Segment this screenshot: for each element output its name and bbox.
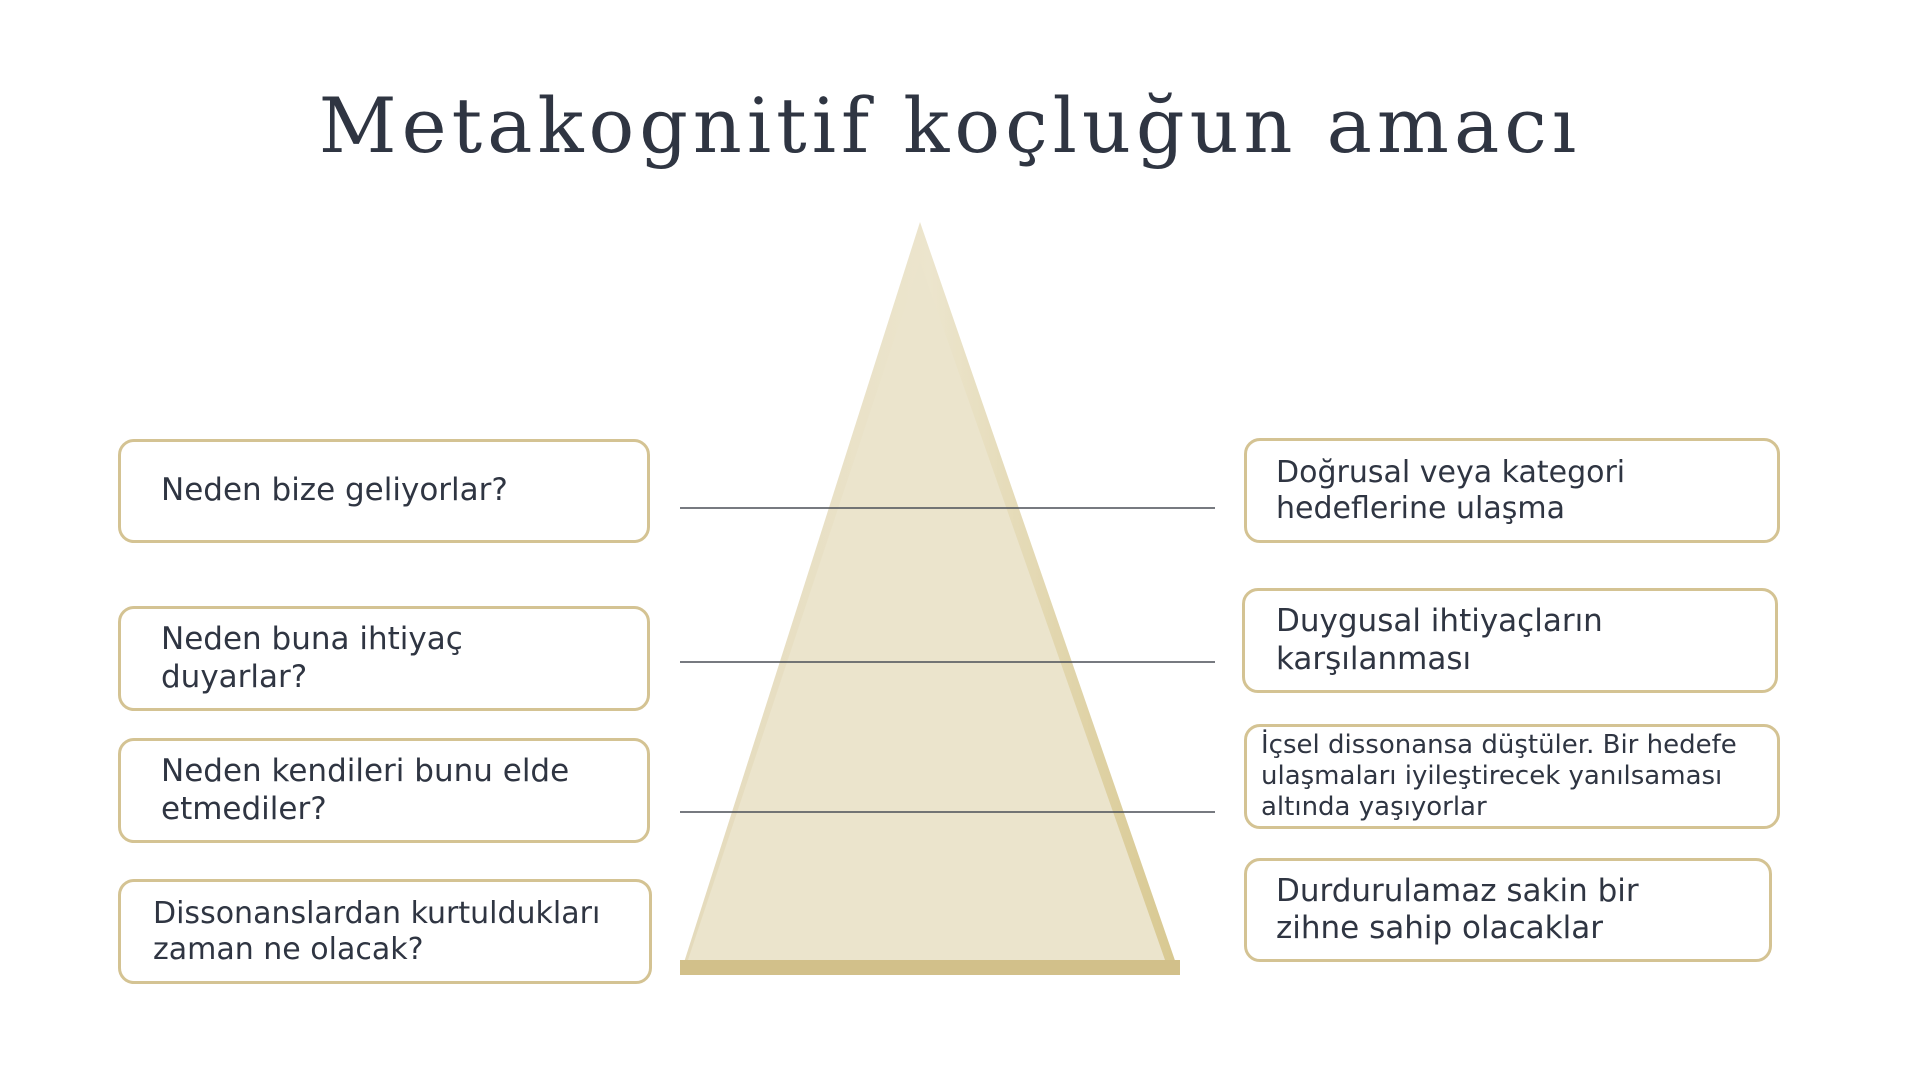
question-box-2 [118,606,650,711]
answer-box-1 [1244,438,1780,543]
answer-box-4 [1244,858,1772,962]
answer-text-2: Duygusal ihtiyaçların karşılanması [1276,603,1603,677]
pyramid-base [680,960,1180,975]
answer-box-2 [1242,588,1778,693]
answer-text-1: Doğrusal veya kategori hedeflerine ulaşma [1276,454,1626,526]
slide-title: Metakognitif koçluğun amacı [318,81,1582,170]
question-text-2: Neden buna ihtiyaç duyarlar? [161,621,463,695]
answer-text-3: İçsel dissonansa düştüler. Bir hedefe ulaşmaları iyileştirecek yanılsaması altında yaşıyorlar [1261,730,1737,822]
answer-box-3 [1244,724,1780,829]
question-box-4 [118,879,652,984]
answer-text-4: Durdurulamaz sakin bir zihne sahip olacaklar [1276,872,1639,946]
pyramid-inner [688,262,1165,960]
question-text-3: Neden kendileri bunu elde etmediler? [161,753,570,827]
question-box-3 [118,738,650,843]
question-box-1 [118,439,650,543]
question-text-1: Neden bize geliyorlar? [161,472,508,509]
question-text-4: Dissonanslardan kurtuldukları zaman ne olacak? [153,895,601,967]
